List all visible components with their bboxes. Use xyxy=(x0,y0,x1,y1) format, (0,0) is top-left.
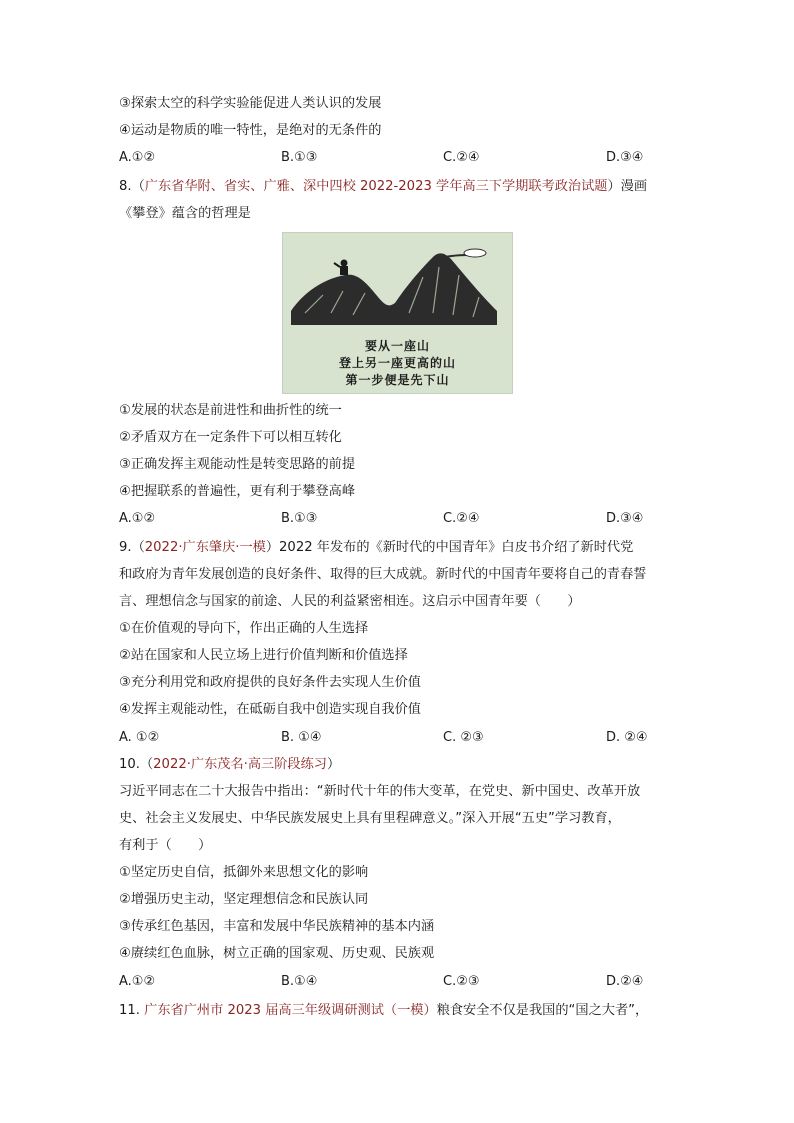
comic-caption-2: 登上另一座更高的山 xyxy=(338,356,456,370)
q10-option-b: B.①④ xyxy=(281,974,318,989)
q8-statement-4: ④把握联系的普遍性，更有利于攀登高峰 xyxy=(119,484,356,499)
q9-option-a: A. ①② xyxy=(119,730,160,745)
q9-option-d: D. ②④ xyxy=(606,730,648,745)
q10-stem-line-2: 史、社会主义发展史、中华民族发展史上具有里程碑意义。”深入开展“五史”学习教育， xyxy=(119,811,621,826)
climber-figure xyxy=(334,260,348,276)
comic-climbing xyxy=(282,232,513,394)
q9-stem-line-2: 和政府为青年发展创造的良好条件、取得的巨大成就。新时代的中国青年要将自己的青春誓 xyxy=(119,567,647,582)
q9-stem-tail: ）2022 年发布的《新时代的中国青年》白皮书介绍了新时代党 xyxy=(265,540,634,555)
q9-option-c: C. ②③ xyxy=(443,730,484,745)
q8-options xyxy=(119,509,679,529)
q8-source: 广东省华附、省实、广雅、深中四校 2022-2023 学年高三下学期联考政治试题 xyxy=(144,179,608,194)
comic-caption-3: 第一步便是先下山 xyxy=(345,373,450,387)
q9-stem-line-1 xyxy=(119,538,679,558)
q8-stem-line-2: 《攀登》蕴含的哲理是 xyxy=(119,206,251,221)
q9-statement-3: ③充分利用党和政府提供的良好条件去实现人生价值 xyxy=(119,675,421,690)
q8-stem-tail: ）漫画 xyxy=(607,179,648,194)
q10-statement-1: ①坚定历史自信，抵御外来思想文化的影响 xyxy=(119,865,369,880)
q7-option-d: D.③④ xyxy=(606,150,644,165)
q10-option-c: C.②③ xyxy=(443,974,480,989)
q11-source: 广东省广州市 2023 届高三年级调研测试（一模） xyxy=(144,1003,437,1018)
q8-statement-1: ①发展的状态是前进性和曲折性的统一 xyxy=(119,403,342,418)
q7-statement-3: ③探索太空的科学实验能促进人类认识的发展 xyxy=(119,96,382,111)
q10-option-a: A.①② xyxy=(119,974,156,989)
q7-options xyxy=(119,148,679,168)
q10-header xyxy=(119,755,679,775)
q9-statement-2: ②站在国家和人民立场上进行价值判断和价值选择 xyxy=(119,648,408,663)
q7-statement-4: ④运动是物质的唯一特性，是绝对的无条件的 xyxy=(119,123,382,138)
q8-number: 8.（ xyxy=(119,179,145,194)
q10-number: 10.（ xyxy=(119,757,154,772)
comic-caption-1: 要从一座山 xyxy=(364,339,430,353)
q8-option-d: D.③④ xyxy=(606,511,644,526)
q7-option-b: B.①③ xyxy=(281,150,318,165)
q9-option-b: B. ①④ xyxy=(281,730,322,745)
q9-stem-line-3: 言、理想信念与国家的前途、人民的利益紧密相连。这启示中国青年要（ ） xyxy=(119,594,581,609)
q10-stem-line-3: 有利于（ ） xyxy=(119,838,212,853)
q10-source: 2022·广东茂名·高三阶段练习 xyxy=(153,757,327,772)
q10-statement-2: ②增强历史主动，坚定理想信念和民族认同 xyxy=(119,892,369,907)
q9-source: 2022·广东肇庆·一模 xyxy=(144,540,266,555)
q8-statement-3: ③正确发挥主观能动性是转变思路的前提 xyxy=(119,457,356,472)
q11-stem-tail: 粮食安全不仅是我国的“国之大者”， xyxy=(436,1003,649,1018)
q8-stem-line-1 xyxy=(119,177,679,197)
q8-option-b: B.①③ xyxy=(281,511,318,526)
q10-stem-line-1: 习近平同志在二十大报告中指出：“新时代十年的伟大变革，在党史、新中国史、改革开放 xyxy=(119,784,641,799)
q10-options xyxy=(119,972,679,992)
q11-number: 11. xyxy=(119,1003,145,1018)
q8-option-c: C.②④ xyxy=(443,511,480,526)
q9-options xyxy=(119,728,679,748)
q7-option-a: A.①② xyxy=(119,150,156,165)
q10-option-d: D.②④ xyxy=(606,974,644,989)
q9-statement-1: ①在价值观的导向下，作出正确的人生选择 xyxy=(119,621,369,636)
q10-statement-4: ④赓续红色血脉，树立正确的国家观、历史观、民族观 xyxy=(119,946,435,961)
q8-option-a: A.①② xyxy=(119,511,156,526)
q11-stem-line-1 xyxy=(119,1001,679,1021)
q8-statement-2: ②矛盾双方在一定条件下可以相互转化 xyxy=(119,430,342,445)
q9-number: 9.（ xyxy=(119,540,145,555)
q7-option-c: C.②④ xyxy=(443,150,480,165)
q10-statement-3: ③传承红色基因，丰富和发展中华民族精神的基本内涵 xyxy=(119,919,435,934)
q9-statement-4: ④发挥主观能动性，在砥砺自我中创造实现自我价值 xyxy=(119,702,421,717)
q10-number-tail: ） xyxy=(327,757,341,772)
